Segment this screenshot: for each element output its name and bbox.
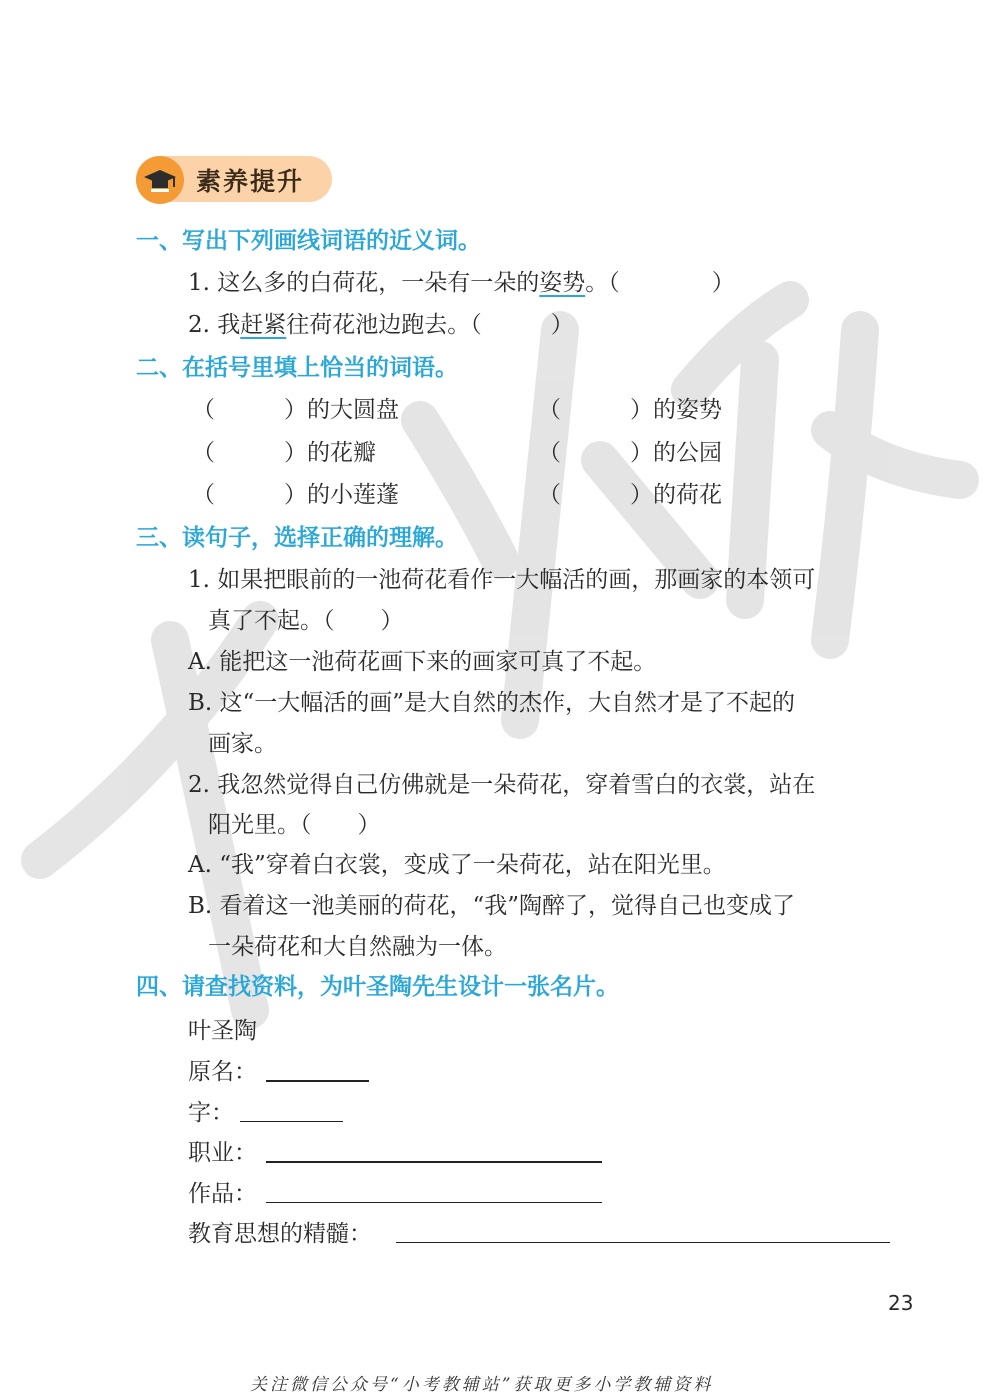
s2-item[interactable]: （ ）的小莲蓬: [192, 482, 399, 508]
field-works-label: 作品：: [188, 1181, 257, 1207]
s1-q1-bracket[interactable]: 。（ ）: [585, 270, 735, 296]
s1-question-2: [188, 306, 574, 339]
s1-q1-underlined-word: 姿势: [539, 270, 586, 296]
s1-q2-underlined-word: 赶紧: [240, 312, 287, 338]
s2-item[interactable]: （ ）的公园: [538, 440, 722, 466]
section-badge: [136, 156, 332, 202]
graduation-cap-icon: [136, 156, 184, 204]
s3-q2-line-2[interactable]: 阳光里。（ ）: [208, 812, 381, 838]
s3-q2-line-1: 2. 我忽然觉得自己仿佛就是一朵荷花，穿着雪白的衣裳，站在: [188, 772, 816, 798]
section-3-title: 三、读句子，选择正确的理解。: [136, 525, 458, 551]
s3-q2-option-a[interactable]: A. “我”穿着白衣裳，变成了一朵荷花，站在阳光里。: [188, 852, 726, 878]
s2-item[interactable]: （ ）的大圆盘: [192, 397, 399, 423]
field-courtesy-name-label: 字：: [188, 1100, 234, 1126]
page-number: 23: [888, 1291, 914, 1315]
s3-q1-option-b-line-1[interactable]: B. 这“一大幅活的画”是大自然的杰作，大自然才是了不起的: [188, 690, 796, 716]
field-courtesy-name-blank[interactable]: [240, 1121, 343, 1122]
field-occupation-label: 职业：: [188, 1140, 257, 1166]
field-original-name-blank[interactable]: [266, 1080, 369, 1082]
field-works-blank[interactable]: [266, 1202, 602, 1203]
card-name: 叶圣陶: [188, 1018, 257, 1044]
section-1-title: 一、写出下列画线词语的近义词。: [136, 228, 481, 254]
s2-item[interactable]: （ ）的姿势: [538, 397, 722, 423]
field-original-name-label: 原名：: [188, 1059, 257, 1085]
section-4-title: 四、请查找资料，为叶圣陶先生设计一张名片。: [136, 974, 619, 1000]
s3-q1-option-a[interactable]: A. 能把这一池荷花画下来的画家可真了不起。: [188, 649, 657, 675]
s1-q1-text: 1. 这么多的白荷花，一朵有一朵的: [188, 270, 540, 296]
s3-q2-option-b-line-2[interactable]: 一朵荷花和大自然融为一体。: [208, 934, 507, 960]
s1-q2-text: 2. 我: [188, 312, 241, 338]
field-education-idea-blank[interactable]: [396, 1242, 890, 1243]
s1-question-1: [188, 264, 735, 297]
s3-q2-option-b-line-1[interactable]: B. 看着这一池美丽的荷花，“我”陶醉了，觉得自己也变成了: [188, 893, 796, 919]
footer-note: 关注微信公众号“小考教辅站”获取更多小学教辅资料: [250, 1375, 714, 1395]
field-education-idea-label: 教育思想的精髓：: [188, 1221, 372, 1247]
s3-q1-option-b-line-2[interactable]: 画家。: [208, 731, 277, 757]
field-occupation-blank[interactable]: [266, 1161, 602, 1163]
s3-q1-line-2[interactable]: 真了不起。（ ）: [208, 608, 404, 634]
s2-item[interactable]: （ ）的花瓣: [192, 440, 376, 466]
s3-q1-line-1: 1. 如果把眼前的一池荷花看作一大幅活的画，那画家的本领可: [188, 567, 816, 593]
s2-item[interactable]: （ ）的荷花: [538, 482, 722, 508]
badge-title: 素养提升: [196, 167, 305, 196]
s1-q2-bracket[interactable]: 往荷花池边跑去。（ ）: [286, 312, 574, 338]
section-2-title: 二、在括号里填上恰当的词语。: [136, 355, 458, 381]
